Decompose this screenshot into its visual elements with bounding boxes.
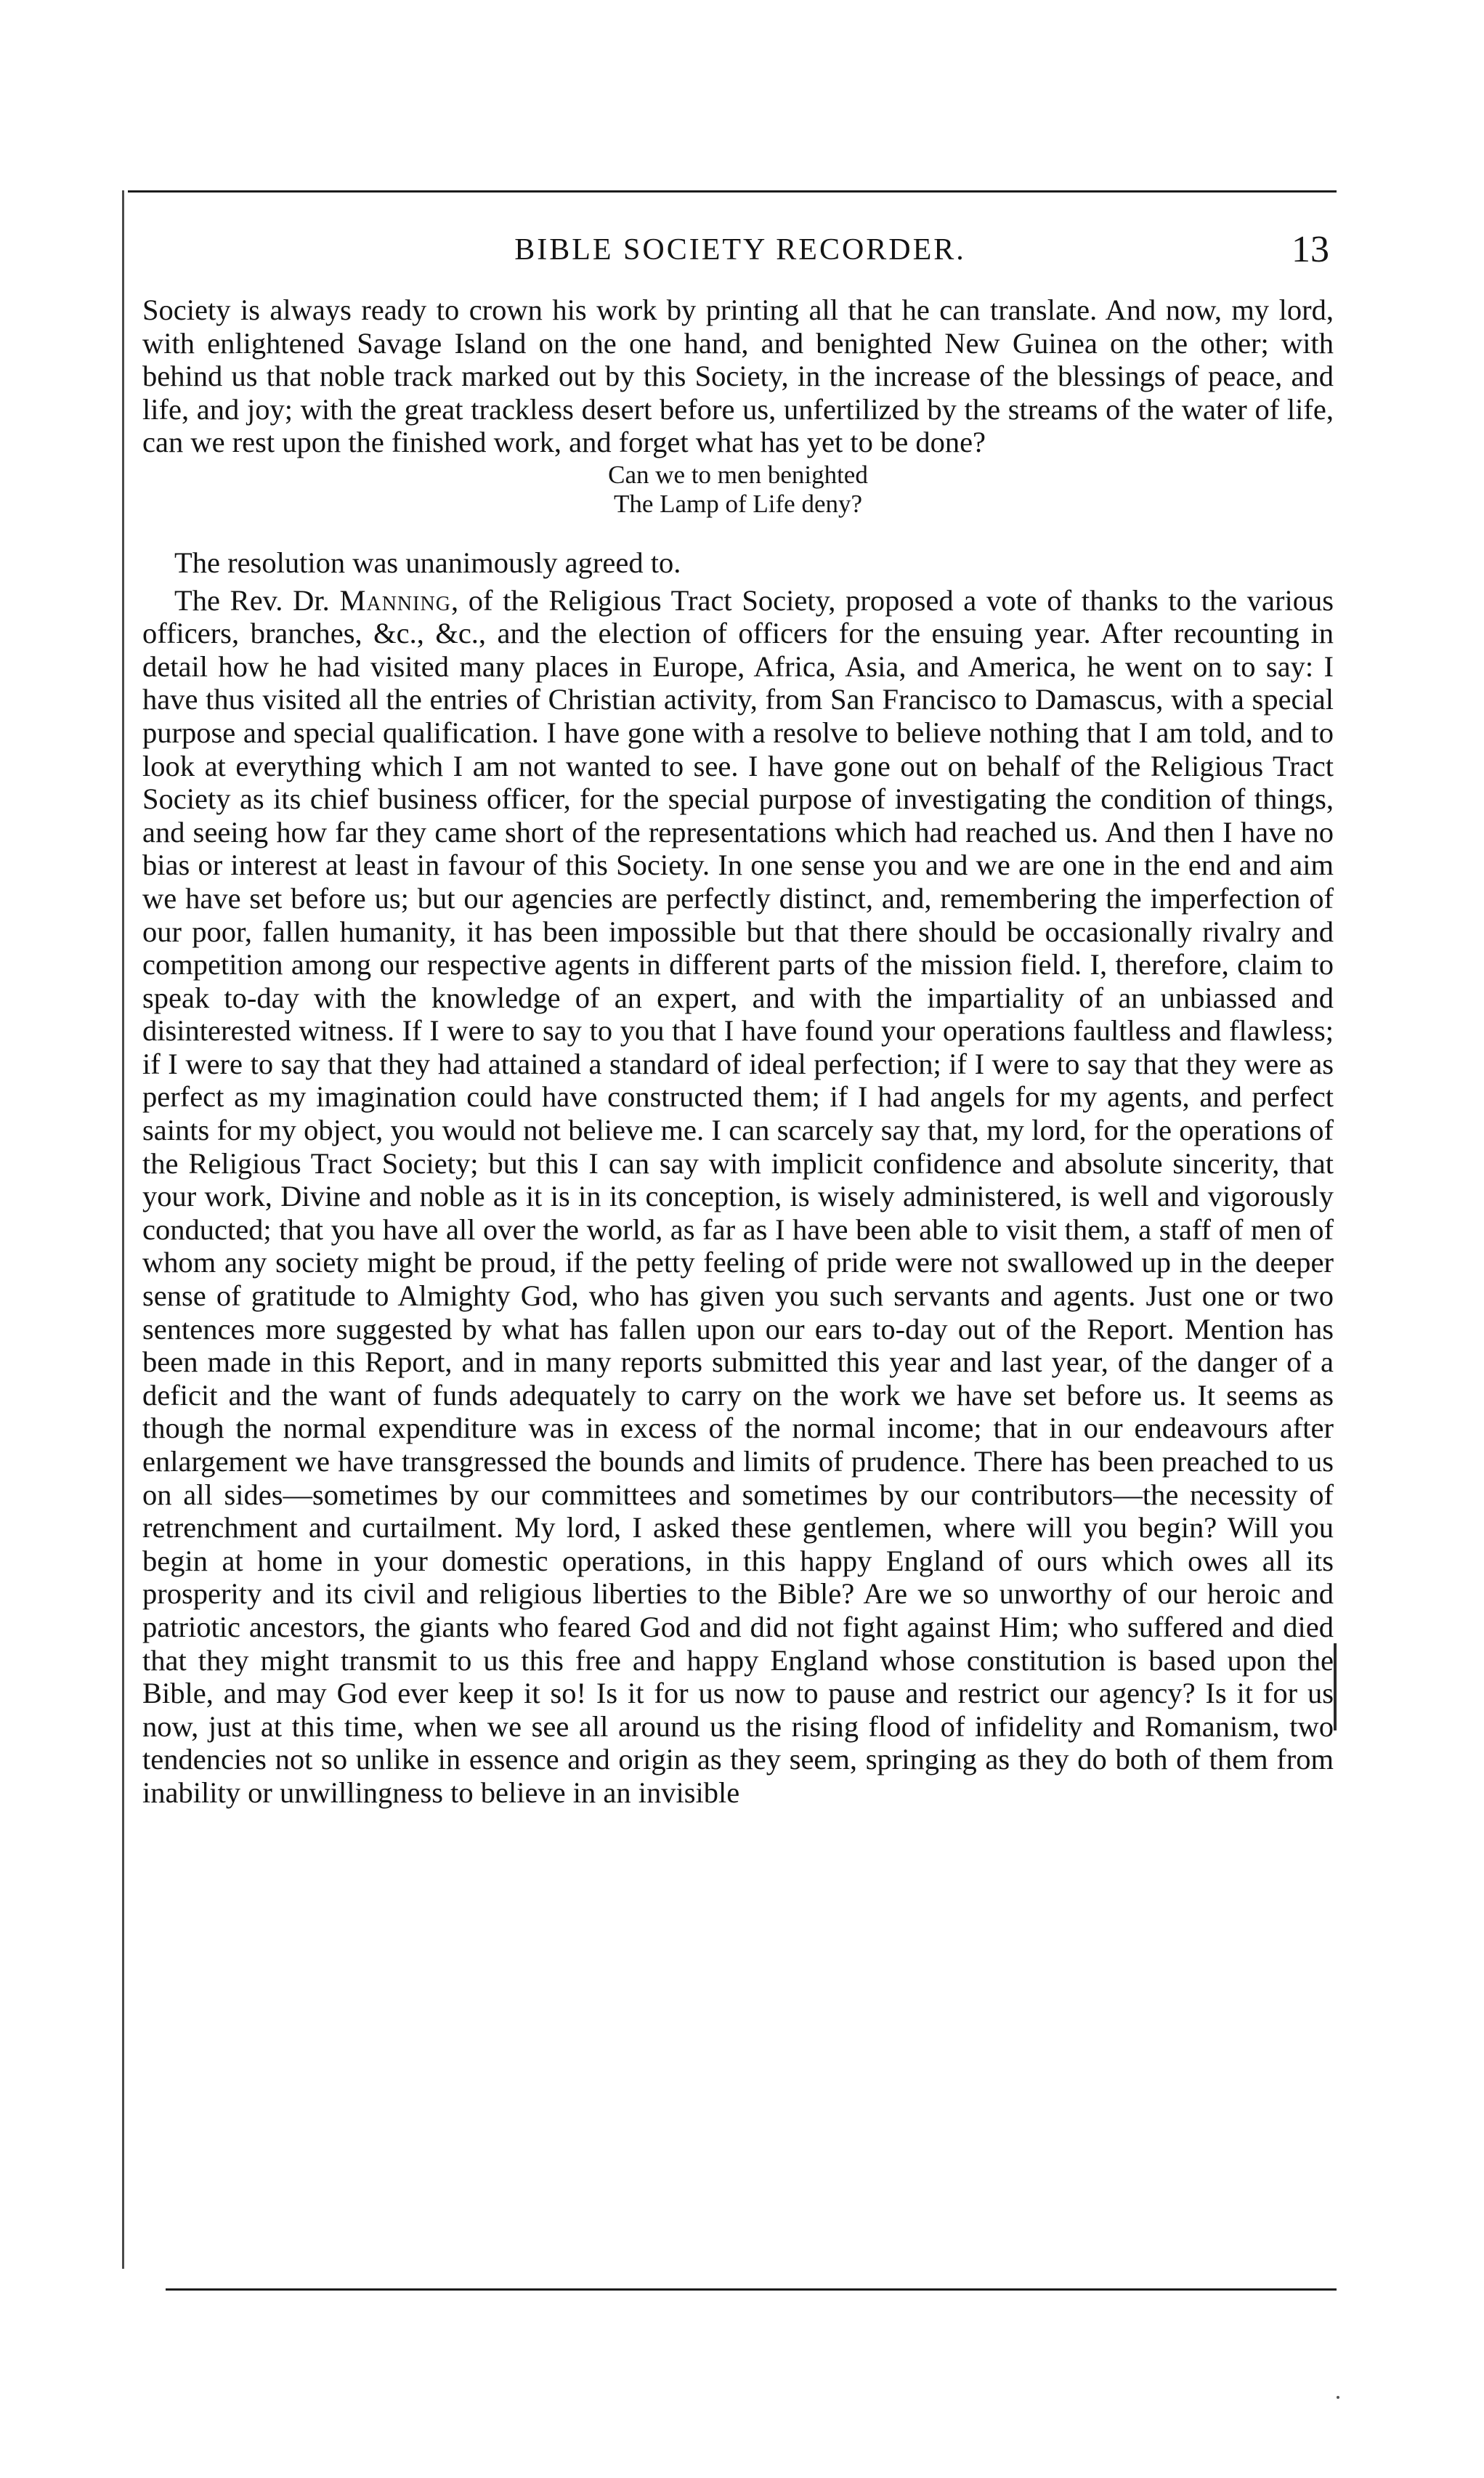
speech-opening: The Rev. Dr.: [174, 583, 340, 617]
top-rule: [128, 190, 1337, 193]
page-header: [151, 228, 1329, 279]
paragraph-resolution: The resolution was unanimously agreed to.: [174, 546, 681, 579]
speech-text: , of the Religious Tract Society, proposed a vote of thanks to the various officers, branches, &c., &c., and the election of officers for the ensuing year. After recounting in detail how he had visited many places in Europe, Africa, Asia, and America, he went on to say: I have thus visited all the entries of Christian activity, from San Francisco to Damascus, with a special purpose and special qualification. I have gone with a resolve to believe nothing that I am told, and to look at everything which I am not wanted to see. I have gone out on behalf of the Religious Tract Society as its chief business officer, for the special purpose of investigating the condition of things, and seeing how far they came short of the representations which had reached us. And then I have no bias or interest at least in favour of this Society. In one sense you and we are one in the end and aim we have set before us; but our agencies are perfectly distinct, and, remembering the imperfection of our poor, fallen humanity, it has been impossible but that there should be occasionally rivalry and competition among our respective agents in different parts of the mission field. I, therefore, claim to speak to-day with the knowledge of an expert, and with the impartiality of an unbiassed and disinterested witness. If I were to say to you that I have found your operations faultless and flawless; if I were to say that they had attained a standard of ideal perfection; if I were to say that they were as perfect as my imagination could have constructed them; if I had angels for my agents, and perfect saints for my object, you would not believe me. I can scarcely say that, my lord, for the operations of the Religious Tract Society; but this I can say with implicit confidence and absolute sincerity, that your work, Divine and noble as it is in its conception, is wisely administered, is well and vigorously conducted; that you have all over the world, as far as I have been able to visit them, a staff of men of whom any society might be proud, if the petty feeling of pride were not swallowed up in the deeper sense of gratitude to Almighty God, who has given you such servants and agents. Just one or two sentences more suggested by what has fallen upon our ears to-day out of the Report. Mention has been made in this Report, and in many reports submitted this year and last year, of the danger of a deficit and the want of funds adequately to carry on the work we have set before us. It seems as though the normal expenditure was in excess of the normal income; that in our endeavours after enlargement we have transgressed the bounds and limits of prudence. There has been preached to us on all sides—sometimes by our committees and sometimes by our contributors—the necessity of retrenchment and curtailment. My lord, I asked these gentlemen, where will you begin? Will you begin at home in your domestic operations, in this happy England of ours which owes all its prosperity and its civil and religious liberties to the Bible? Are we so unworthy of our heroic and patriotic ancestors, the giants who feared God and did not fight against Him; who suffered and died that they might transmit to us this free and happy England whose constitution is based upon the Bible, and may God ever keep it so! Is it for us now to pause and restrict our agency? Is it for us now, just at this time, when we see all around us the rising flood of infidelity and Romanism, two tendencies not so unlike in essence and origin as they seem, springing as they do both of them from inability or unwillingness to believe in an invisible: [142, 583, 1334, 1809]
left-rule: [122, 190, 124, 2269]
paragraph-speech: [142, 584, 1334, 1810]
verse-line: Can we to men benighted: [608, 460, 868, 489]
verse-quotation: [142, 461, 1334, 519]
right-margin-mark: [1334, 1643, 1337, 1730]
running-head: BIBLE SOCIETY RECORDER.: [514, 233, 966, 267]
speaker-name: Manning: [339, 583, 451, 617]
print-speck: [1337, 2396, 1339, 2399]
body-text: [142, 293, 1334, 1810]
bottom-rule: [166, 2288, 1337, 2291]
verse-line: The Lamp of Life deny?: [613, 489, 863, 518]
page-number: 13: [1292, 229, 1329, 270]
paragraph-continuation: Society is always ready to crown his work by printing all that he can translate. And now, my lord, with enlightened Savage Island on the one hand, and benighted New Guinea on the other; with behind us that noble track marked out by this Society, in the increase of the blessings of peace, and life, and joy; with the great trackless desert before us, unfertilized by the streams of the water of life, can we rest upon the finished work, and forget what has yet to be done?: [142, 293, 1334, 459]
page-frame: [122, 190, 1337, 2291]
